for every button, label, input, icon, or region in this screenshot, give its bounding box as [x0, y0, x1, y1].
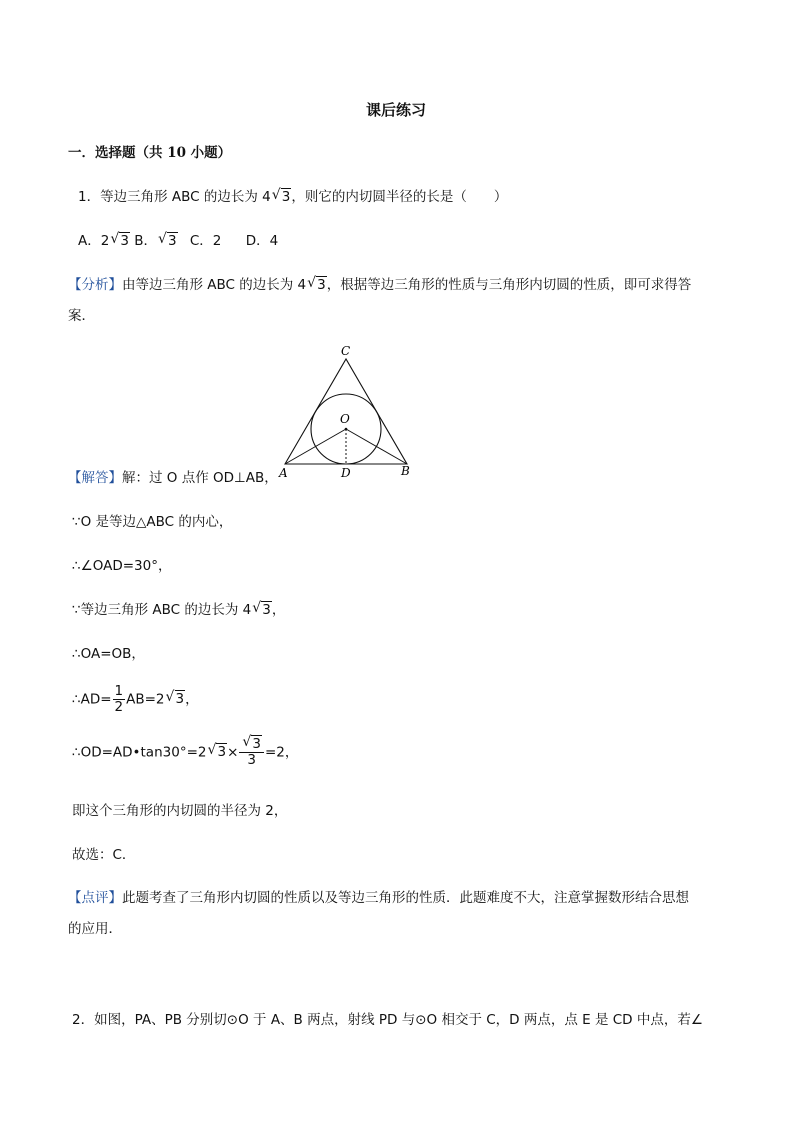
solution-line-0 — [68, 466, 278, 486]
sqrt-symbol: √ 3 — [242, 734, 261, 752]
l6-text-b: =2， — [264, 744, 299, 761]
triangle-incircle-figure — [270, 340, 420, 480]
label-d: D — [341, 466, 351, 480]
l6-times: × — [227, 744, 239, 761]
fraction-half — [113, 684, 126, 715]
sqrt-symbol: √ 3 — [307, 275, 326, 293]
l3-text-a: ∵等边三角形 ABC 的边长为 4 — [72, 602, 252, 618]
q1-stem-radicand: 3 — [281, 189, 291, 205]
analysis-tag: 【分析】 — [68, 277, 122, 293]
sqrt-symbol: √ 3 — [207, 742, 227, 761]
fraction-root3-over-3 — [239, 734, 264, 768]
l6-denominator: 3 — [247, 751, 256, 768]
sqrt-symbol: √ 3 — [252, 600, 271, 618]
solution-line-2: ∴∠OAD=30°， — [72, 558, 172, 574]
analysis-line-2: 案． — [68, 308, 95, 324]
option-a-label: A．2 — [78, 233, 110, 249]
question-1-options — [78, 229, 278, 249]
label-b: B — [401, 464, 410, 478]
sqrt-symbol: √ 3 — [157, 231, 177, 249]
point-o — [345, 428, 348, 431]
l6-numerator-radicand: 3 — [252, 736, 261, 752]
option-b-label: B． — [134, 233, 157, 249]
option-b-radicand: 3 — [167, 233, 177, 249]
l5-radicand: 3 — [175, 691, 185, 708]
l5-text-a: ∴AD= — [72, 691, 112, 708]
solution-line-8: 故选：C． — [72, 847, 136, 863]
solution-line-5 — [72, 684, 199, 715]
comment-tag: 【点评】 — [68, 890, 122, 906]
segment-oa — [285, 429, 346, 464]
solution-line-4: ∴OA=OB， — [72, 646, 145, 662]
analysis-line-1 — [68, 273, 691, 293]
comment-line-1 — [68, 886, 689, 906]
q1-stem-part-b: ，则它的内切圆半径的长是（ ） — [291, 189, 508, 205]
l6-radicand: 3 — [217, 744, 227, 761]
option-a-radicand: 3 — [120, 233, 129, 249]
option-d: D．4 — [245, 233, 279, 249]
solution-line-1: ∵O 是等边△ABC 的内心， — [72, 514, 233, 530]
l5-text-b: AB=2 — [126, 691, 165, 708]
l5-numerator: 1 — [114, 683, 124, 699]
section-heading: 一．选择题（共 10 小题） — [68, 145, 232, 161]
comment-line-2: 的应用． — [68, 921, 122, 937]
solution-first: 解：过 O 点作 OD⊥AB， — [122, 470, 278, 486]
sqrt-symbol: √ 3 — [271, 187, 291, 205]
solution-line-7: 即这个三角形的内切圆的半径为 2， — [72, 803, 288, 819]
segment-ob — [346, 429, 407, 464]
question-1-stem — [78, 185, 507, 205]
page-title: 课后练习 — [366, 101, 427, 119]
label-c: C — [341, 344, 351, 358]
option-c: C．2 — [189, 233, 222, 249]
q1-stem-part-a: 1．等边三角形 ABC 的边长为 4 — [78, 189, 271, 205]
label-o: O — [340, 412, 350, 426]
comment-text-a: 此题考查了三角形内切圆的性质以及等边三角形的性质．此题难度不大，注意掌握数形结合思想 — [122, 890, 689, 906]
l3-radicand: 3 — [262, 602, 271, 618]
label-a: A — [279, 466, 288, 480]
solution-line-6 — [72, 734, 299, 768]
solution-line-3 — [72, 598, 285, 618]
sqrt-symbol: √ 3 — [165, 689, 185, 708]
analysis-text-b: ，根据等边三角形的性质与三角形内切圆的性质，即可求得答 — [326, 277, 692, 293]
solution-tag: 【解答】 — [68, 470, 122, 486]
l5-text-c: ， — [185, 691, 199, 708]
analysis-text-a: 由等边三角形 ABC 的边长为 4 — [122, 277, 307, 293]
l3-text-b: ， — [271, 602, 286, 618]
question-2-stem: 2．如图，PA、PB 分别切⊙O 于 A、B 两点，射线 PD 与⊙O 相交于 C，D 两点，点 E 是 CD 中点，若∠ — [72, 1012, 703, 1028]
sqrt-symbol: √ 3 — [110, 231, 129, 249]
l6-text-a: ∴OD=AD•tan30°=2 — [72, 744, 207, 761]
l5-denominator: 2 — [114, 698, 124, 715]
analysis-radicand: 3 — [317, 277, 326, 293]
